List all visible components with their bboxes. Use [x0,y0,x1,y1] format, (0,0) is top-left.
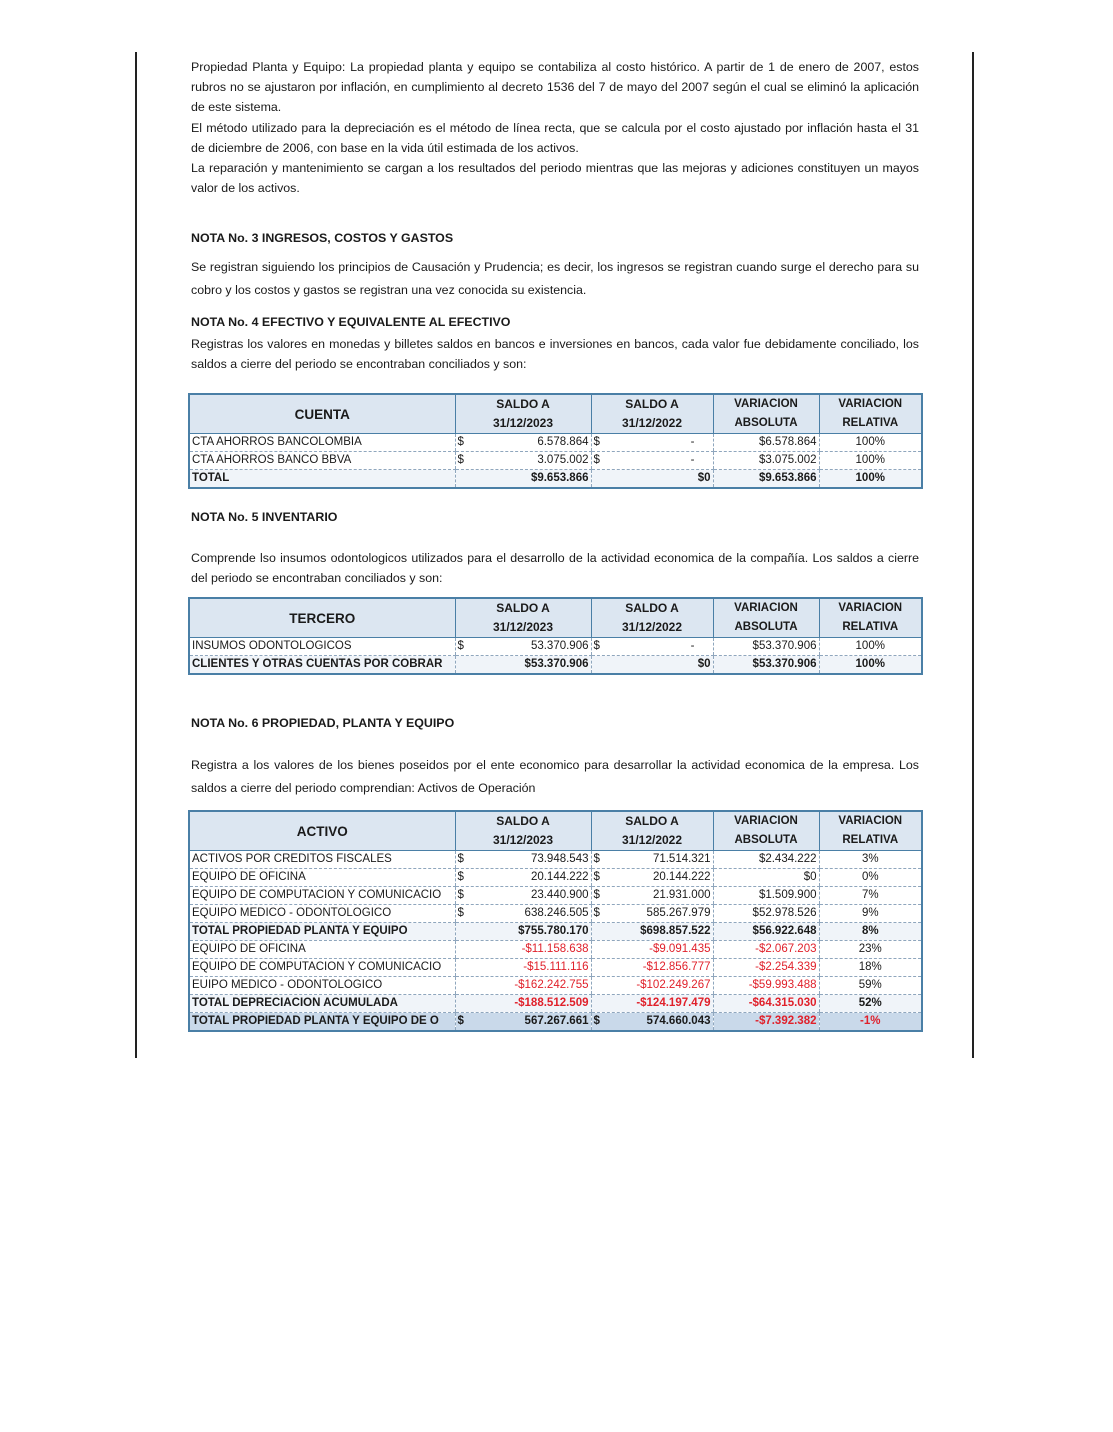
total-abs: $9.653.866 [713,470,819,489]
table-row [189,869,922,887]
table-header [189,598,922,638]
header-saldo-2023: SALDO A 31/12/2023 [455,811,591,851]
row-v2023: $ 6.578.864 [455,434,591,452]
dep-total-rel: 52% [819,995,922,1013]
subtotal-rel: 8% [819,923,922,941]
row-abs: $52.978.526 [713,905,819,923]
row-v2022: -$102.249.267 [591,977,713,995]
header-variacion-relativa: VARIACION RELATIVA [819,394,922,434]
final-total-row [189,1013,922,1032]
header-variacion-absoluta: VARIACION ABSOLUTA [713,394,819,434]
row-name: EUIPO MEDICO - ODONTOLOGICO [189,977,455,995]
row-abs: $1.509.900 [713,887,819,905]
row-name: CTA AHORROS BANCOLOMBIA [189,434,455,452]
row-v2023: $ 23.440.900 [455,887,591,905]
row-v2022: -$12.856.777 [591,959,713,977]
nota5-paragraph: Comprende lso insumos odontologicos utilizados para el desarrollo de la actividad economica de la compañía. Los saldos a cierre del periodo se encontraban conciliados y son: [191,551,919,585]
final-v2023: $ 567.267.661 [455,1013,591,1032]
header-saldo-2022: SALDO A 31/12/2022 [591,394,713,434]
header-variacion-relativa: VARIACION RELATIVA [819,598,922,638]
row-abs: -$2.254.339 [713,959,819,977]
dep-total-abs: -$64.315.030 [713,995,819,1013]
final-name: TOTAL PROPIEDAD PLANTA Y EQUIPO DE O [189,1013,455,1032]
row-v2022: $ 21.931.000 [591,887,713,905]
final-v2022: $ 574.660.043 [591,1013,713,1032]
header-variacion-absoluta: VARIACION ABSOLUTA [713,811,819,851]
row-v2022: $ - [591,434,713,452]
total-rel: 100% [819,656,922,675]
table-row [189,638,922,656]
header-saldo-2023: SALDO A 31/12/2023 [455,394,591,434]
row-v2023: -$162.242.755 [455,977,591,995]
total-row [189,656,922,675]
repair-paragraph: La reparación y mantenimiento se cargan a los resultados del periodo mientras que las mejoras y adiciones constituyen un mayos valor de los activos. [191,161,919,195]
row-rel: 18% [819,959,922,977]
row-abs: -$2.067.203 [713,941,819,959]
row-abs: $53.370.906 [713,638,819,656]
row-name: EQUIPO DE COMPUTACION Y COMUNICACIO [189,959,455,977]
row-name: EQUIPO DE COMPUTACION Y COMUNICACIO [189,887,455,905]
table-row [189,887,922,905]
table-header [189,394,922,434]
subtotal-v2022: $698.857.522 [591,923,713,941]
row-rel: 100% [819,452,922,470]
row-v2023: $ 3.075.002 [455,452,591,470]
nota3-paragraph: Se registran siguiendo los principios de Causación y Prudencia; es decir, los ingresos se registran cuando surge el derecho para su cobro y los costos y gastos se registran una vez conocida su existencia. [191,260,919,297]
row-v2022: $ 585.267.979 [591,905,713,923]
ppe-table [188,810,923,1032]
row-name: EQUIPO DE OFICINA [189,941,455,959]
total-v2022: $0 [591,656,713,675]
header-variacion-relativa: VARIACION RELATIVA [819,811,922,851]
header-activo: ACTIVO [189,811,455,851]
ppe-paragraph: Propiedad Planta y Equipo: La propiedad planta y equipo se contabiliza al costo histórico. A partir de 1 de enero de 2007, estos rubros no se ajustaron por inflación, en cumplimiento al decreto 1536 del 7 de mayo del 2007 según el cual se eliminó la aplicación de este sistema. [191,60,919,114]
final-abs: -$7.392.382 [713,1013,819,1032]
row-v2023: -$11.158.638 [455,941,591,959]
nota4-heading: NOTA No. 4 EFECTIVO Y EQUIVALENTE AL EFECTIVO [191,315,511,329]
row-v2023: $ 638.246.505 [455,905,591,923]
depreciation-row [189,959,922,977]
subtotal-abs: $56.922.648 [713,923,819,941]
row-abs: -$59.993.488 [713,977,819,995]
row-rel: 9% [819,905,922,923]
total-v2023: $53.370.906 [455,656,591,675]
row-v2022: $ - [591,638,713,656]
dep-total-name: TOTAL DEPRECIACION ACUMULADA [189,995,455,1013]
header-saldo-2023: SALDO A 31/12/2023 [455,598,591,638]
depreciation-paragraph: El método utilizado para la depreciación es el método de línea recta, que se calcula por el costo ajustado por inflación hasta el 31 de diciembre de 2006, con base en la vida útil estimada de los activos. [191,121,919,155]
table-header [189,811,922,851]
row-rel: 23% [819,941,922,959]
row-rel: 0% [819,869,922,887]
row-rel: 59% [819,977,922,995]
row-v2022: -$9.091.435 [591,941,713,959]
header-cuenta: CUENTA [189,394,455,434]
header-variacion-absoluta: VARIACION ABSOLUTA [713,598,819,638]
row-abs: $0 [713,869,819,887]
row-name: CTA AHORROS BANCO BBVA [189,452,455,470]
header-saldo-2022: SALDO A 31/12/2022 [591,811,713,851]
header-tercero: TERCERO [189,598,455,638]
row-name: EQUIPO DE OFICINA [189,869,455,887]
nota3-heading: NOTA No. 3 INGRESOS, COSTOS Y GASTOS [191,231,454,245]
final-rel: -1% [819,1013,922,1032]
subtotal-row [189,923,922,941]
left-page-border [135,52,137,1058]
row-name: ACTIVOS POR CREDITOS FISCALES [189,851,455,869]
table-row [189,851,922,869]
table-row [189,452,922,470]
row-name: EQUIPO MEDICO - ODONTOLOGICO [189,905,455,923]
total-name: TOTAL [189,470,455,489]
row-rel: 100% [819,434,922,452]
dep-total-v2023: -$188.512.509 [455,995,591,1013]
dep-total-v2022: -$124.197.479 [591,995,713,1013]
row-v2023: -$15.111.116 [455,959,591,977]
header-saldo-2022: SALDO A 31/12/2022 [591,598,713,638]
subtotal-v2023: $755.780.170 [455,923,591,941]
row-rel: 7% [819,887,922,905]
row-v2023: $ 20.144.222 [455,869,591,887]
total-v2022: $0 [591,470,713,489]
row-v2023: $ 73.948.543 [455,851,591,869]
row-abs: $2.434.222 [713,851,819,869]
total-rel: 100% [819,470,922,489]
nota4-paragraph: Registras los valores en monedas y billetes saldos en bancos e inversiones en bancos, cada valor fue debidamente conciliado, los saldos a cierre del periodo se encontraban conciliados y son: [191,337,919,371]
total-abs: $53.370.906 [713,656,819,675]
depreciation-total-row [189,995,922,1013]
total-v2023: $9.653.866 [455,470,591,489]
nota5-heading: NOTA No. 5 INVENTARIO [191,510,338,524]
total-name: CLIENTES Y OTRAS CUENTAS POR COBRAR [189,656,455,675]
total-row [189,470,922,489]
row-rel: 100% [819,638,922,656]
nota6-paragraph: Registra a los valores de los bienes poseidos por el ente economico para desarrollar la actividad economica de la empresa. Los saldos a cierre del periodo comprendian: Activos de Operación [191,758,919,795]
nota6-heading: NOTA No. 6 PROPIEDAD, PLANTA Y EQUIPO [191,716,455,730]
cash-table [188,393,923,489]
table-row [189,434,922,452]
row-rel: 3% [819,851,922,869]
depreciation-row [189,977,922,995]
row-v2022: $ 20.144.222 [591,869,713,887]
row-v2023: $ 53.370.906 [455,638,591,656]
subtotal-name: TOTAL PROPIEDAD PLANTA Y EQUIPO [189,923,455,941]
row-name: INSUMOS ODONTOLOGICOS [189,638,455,656]
row-abs: $6.578.864 [713,434,819,452]
table-row [189,905,922,923]
depreciation-row [189,941,922,959]
row-v2022: $ 71.514.321 [591,851,713,869]
right-page-border [972,52,974,1058]
row-v2022: $ - [591,452,713,470]
inventory-table [188,597,923,675]
row-abs: $3.075.002 [713,452,819,470]
